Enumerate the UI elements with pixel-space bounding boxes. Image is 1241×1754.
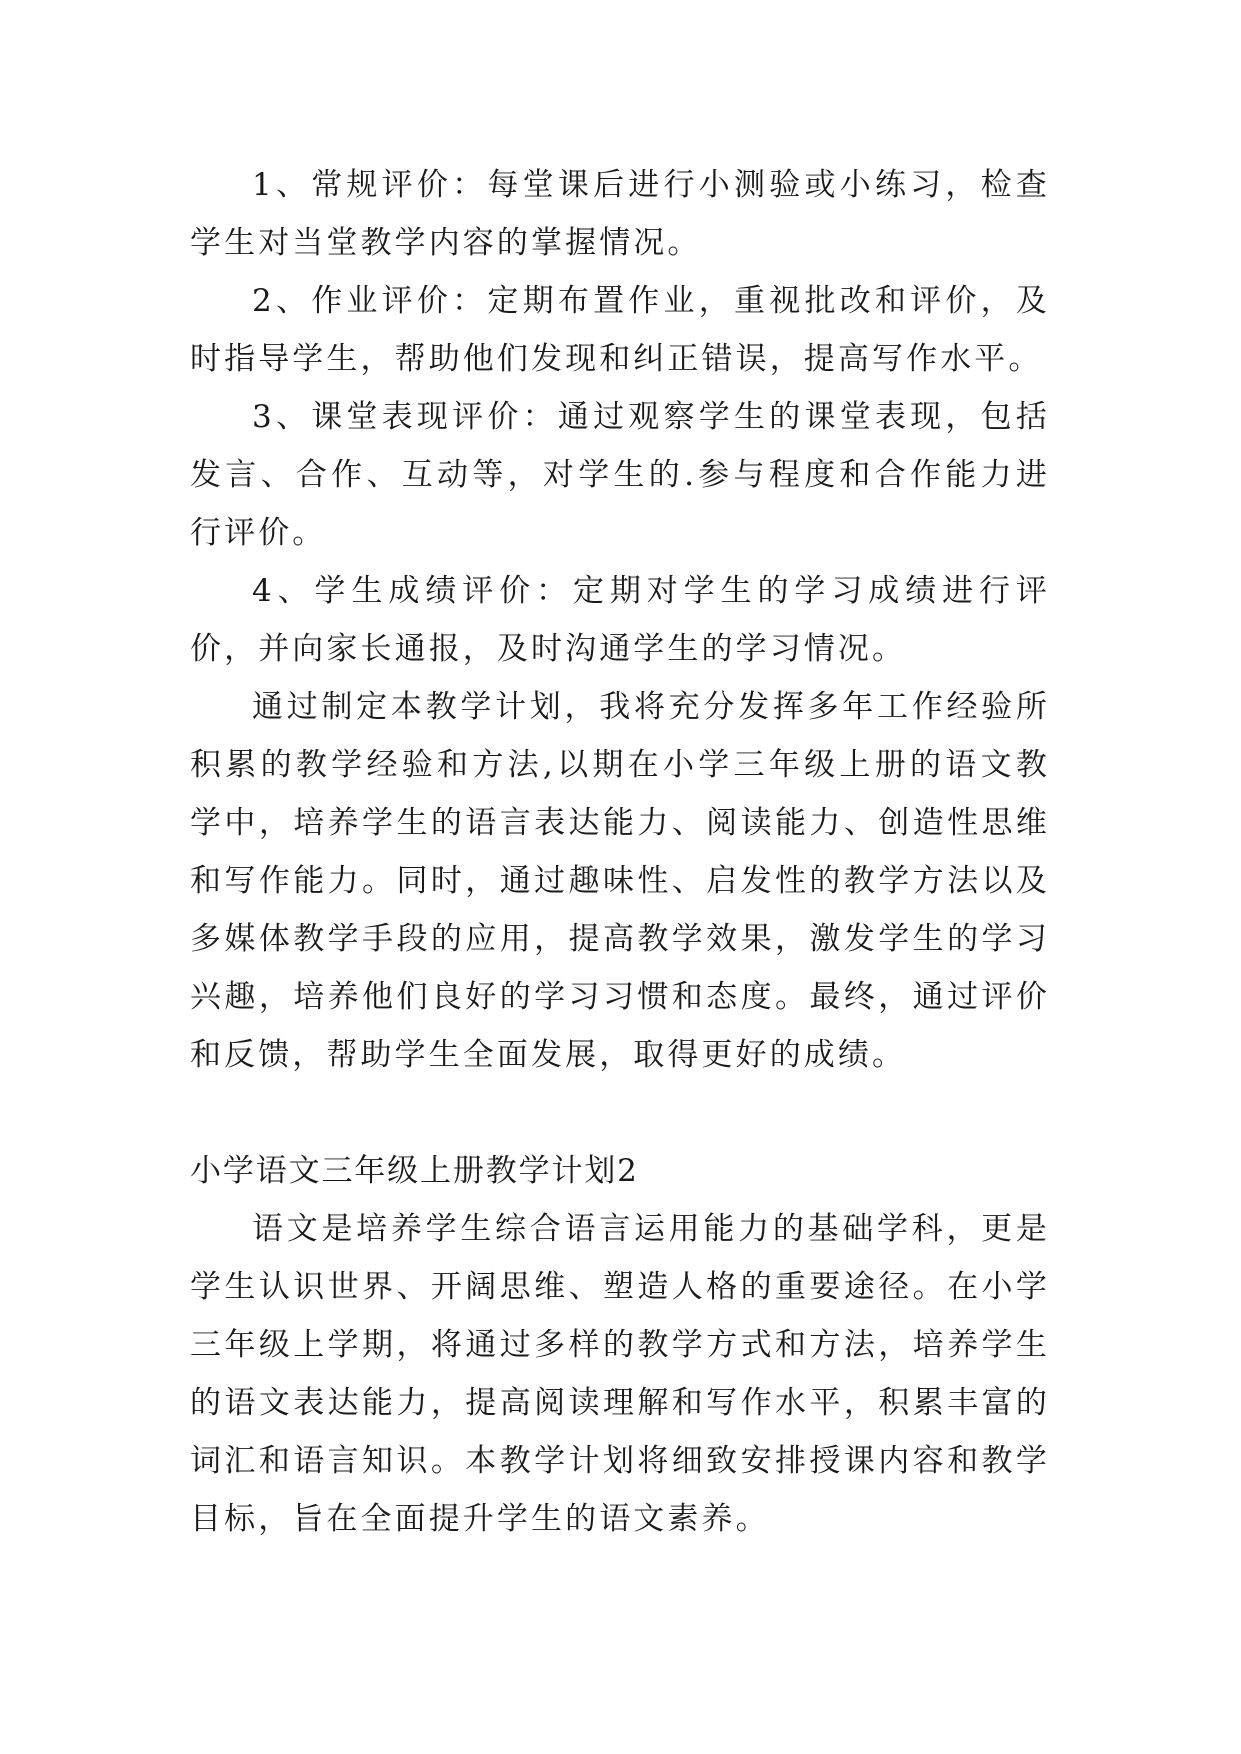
document-body bbox=[190, 156, 1050, 1548]
paragraph-conclusion: 通过制定本教学计划，我将充分发挥多年工作经验所积累的教学经验和方法,以期在小学三年级上册的语文教学中，培养学生的语言表达能力、阅读能力、创造性思维和写作能力。同时，通过趣味性、启发性的教学方法以及多媒体教学手段的应用，提高教学效果，激发学生的学习兴趣，培养他们良好的学习习惯和态度。最终，通过评价和反馈，帮助学生全面发展，取得更好的成绩。 bbox=[190, 689, 1050, 1073]
section-title: 小学语文三年级上册教学计划2 bbox=[190, 1153, 639, 1189]
paragraph-classroom-evaluation: 3、课堂表现评价：通过观察学生的课堂表现，包括发言、合作、互动等，对学生的.参与程度和合作能力进行评价。 bbox=[190, 399, 1050, 551]
paragraph-grade-evaluation: 4、学生成绩评价：定期对学生的学习成绩进行评价，并向家长通报，及时沟通学生的学习情况。 bbox=[190, 573, 1050, 667]
paragraph-intro: 语文是培养学生综合语言运用能力的基础学科，更是学生认识世界、开阔思维、塑造人格的重要途径。在小学三年级上学期，将通过多样的教学方式和方法，培养学生的语文表达能力，提高阅读理解和写作水平，积累丰富的词汇和语言知识。本教学计划将细致安排授课内容和教学目标，旨在全面提升学生的语文素养。 bbox=[190, 1211, 1050, 1537]
paragraph-homework-evaluation: 2、作业评价：定期布置作业，重视批改和评价，及时指导学生，帮助他们发现和纠正错误，提高写作水平。 bbox=[190, 283, 1050, 377]
paragraph-routine-evaluation: 1、常规评价：每堂课后进行小测验或小练习，检查学生对当堂教学内容的掌握情况。 bbox=[190, 167, 1050, 261]
